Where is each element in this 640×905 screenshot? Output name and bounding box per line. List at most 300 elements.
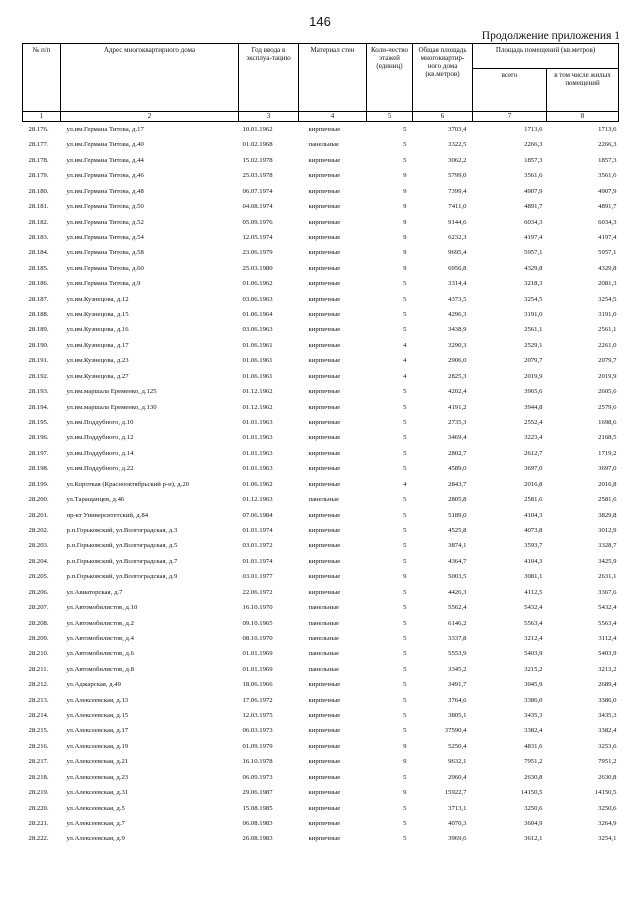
wall-material-cell: кирпичные [308,835,341,843]
table-row [23,646,619,661]
table-row [23,199,619,214]
address-cell: ул.Алексеевская, д.15 [66,712,129,720]
year-cell: 01.12.1963 [242,496,273,504]
year-cell: 01.12.1962 [242,388,273,396]
residential-area-cell: 3367,6 [598,588,617,596]
year-cell: 01.01.1969 [242,665,273,673]
table-row [23,631,619,646]
residential-area-cell: 2581,6 [598,496,617,504]
year-cell: 01.01.1963 [242,465,273,473]
column-number: 8 [547,112,619,122]
column-number: 3 [239,112,299,122]
row-number: 28.211. [28,665,49,673]
total-area-cell: 5553,9 [448,650,467,658]
premises-area-cell: 2019,9 [524,372,543,380]
premises-area-cell: 3045,9 [524,681,543,689]
residential-area-cell: 2016,8 [598,480,617,488]
year-cell: 12.05.1974 [242,233,273,241]
wall-material-cell: кирпичные [308,218,341,226]
row-number: 28.184. [28,249,49,257]
residential-area-cell: 2689,4 [598,681,617,689]
year-cell: 01.06.1962 [242,280,273,288]
apartment-buildings-table [22,43,619,847]
floors-cell: 9 [403,742,407,750]
premises-area-cell: 4073,8 [524,526,543,534]
premises-area-cell: 3191,0 [524,311,543,319]
floors-cell: 5 [403,156,407,164]
address-cell: ул.им.Кузнецова, д.12 [66,295,129,303]
address-cell: ул.им.Германа Титова, д.17 [66,126,144,133]
table-row [23,508,619,523]
row-number: 28.194. [28,403,49,411]
total-area-cell: 2906,0 [448,357,467,365]
address-cell: ул.им.Германа Титова, д.40 [66,141,144,149]
total-area-cell: 15922,7 [444,789,467,797]
address-cell: ул.им.Кузнецова, д.23 [66,357,129,365]
premises-area-cell: 2581,6 [524,496,543,504]
year-cell: 06.08.1983 [242,819,273,827]
residential-area-cell: 5957,1 [598,249,617,257]
residential-area-cell: 3213,2 [598,665,617,673]
wall-material-cell: кирпичные [308,789,341,797]
row-number: 28.193. [28,388,49,396]
floors-cell: 5 [403,588,407,596]
wall-material-cell: панельные [308,604,340,612]
floors-cell: 5 [403,835,407,843]
row-number: 28.200. [28,496,49,504]
header-floors: Коли-чество этажей (единиц) [367,44,413,112]
floors-cell: 4 [403,372,407,380]
year-cell: 01.06.1962 [242,480,273,488]
premises-area-cell: 4112,5 [524,588,543,596]
address-cell: ул.им.Германа Титова, д.44 [66,156,144,164]
floors-cell: 5 [403,727,407,735]
floors-cell: 9 [403,758,407,766]
table-row [23,307,619,322]
row-number: 28.182. [28,218,49,226]
floors-cell: 4 [403,480,407,488]
floors-cell: 5 [403,604,407,612]
premises-area-cell: 3386,0 [524,696,543,704]
year-cell: 01.01.1963 [242,434,273,442]
address-cell: ул.им.Поддубного, д.14 [66,449,134,457]
wall-material-cell: кирпичные [308,280,341,288]
table-row [23,785,619,800]
address-cell: ул.Алексеевская, д.9 [66,835,125,843]
total-area-cell: 2960,4 [448,773,467,781]
row-number: 28.180. [28,187,49,195]
floors-cell: 9 [403,264,407,272]
premises-area-cell: 5563,4 [524,619,543,627]
premises-area-cell: 2266,3 [524,141,543,149]
total-area-cell: 7399,4 [448,187,467,195]
row-number: 28.195. [28,419,49,427]
table-row [23,723,619,738]
address-cell: ул.Таращанцев, д.46 [66,496,125,504]
column-number: 6 [413,112,473,122]
year-cell: 16.10.1970 [242,604,273,612]
wall-material-cell: кирпичные [308,526,341,534]
column-number: 7 [473,112,547,122]
table-row [23,322,619,337]
table-body [23,122,619,847]
row-number: 28.221. [28,819,49,827]
residential-area-cell: 2631,1 [598,573,617,581]
year-cell: 01.06.1961 [242,341,273,349]
address-cell: ул.им.Кузнецова, д.17 [66,341,129,349]
table-row [23,369,619,384]
year-cell: 10.01.1962 [242,126,273,133]
row-number: 28.199. [28,480,49,488]
total-area-cell: 5003,5 [448,573,467,581]
premises-area-cell: 3254,5 [524,295,543,303]
column-number: 4 [299,112,367,122]
row-number: 28.212. [28,681,49,689]
floors-cell: 5 [403,804,407,812]
residential-area-cell: 4907,9 [598,187,617,195]
wall-material-cell: кирпичные [308,203,341,211]
total-area-cell: 4202,4 [448,388,467,396]
residential-area-cell: 3697,0 [598,465,617,473]
floors-cell: 5 [403,634,407,642]
total-area-cell: 3491,7 [448,681,467,689]
floors-cell: 9 [403,573,407,581]
residential-area-cell: 5432,4 [598,604,617,612]
residential-area-cell: 4197,4 [598,233,617,241]
total-area-cell: 3969,6 [448,835,467,843]
floors-cell: 5 [403,465,407,473]
row-number: 28.217. [28,758,49,766]
row-number: 28.191. [28,357,49,365]
table-row [23,122,619,138]
floors-cell: 5 [403,511,407,519]
floors-cell: 9 [403,172,407,180]
address-cell: ул.им.Германа Титова, д.52 [66,218,144,226]
floors-cell: 5 [403,557,407,565]
year-cell: 15.02.1978 [242,156,273,164]
premises-area-cell: 3215,2 [524,665,543,673]
residential-area-cell: 3012,9 [598,526,617,534]
address-cell: р.п.Горьковский, ул.Волгоградская, д.5 [66,542,178,550]
wall-material-cell: кирпичные [308,681,341,689]
floors-cell: 5 [403,311,407,319]
address-cell: ул.Алексеевская, д.21 [66,758,129,766]
floors-cell: 9 [403,187,407,195]
year-cell: 01.06.1964 [242,311,273,319]
address-cell: р.п.Горьковский, ул.Волгоградская, д.7 [66,557,178,565]
total-area-cell: 4373,5 [448,295,467,303]
floors-cell: 5 [403,126,407,133]
total-area-cell: 5799,0 [448,172,467,180]
floors-cell: 5 [403,449,407,457]
total-area-cell: 3314,4 [448,280,467,288]
premises-area-cell: 3212,4 [524,634,543,642]
residential-area-cell: 4891,7 [598,203,617,211]
residential-area-cell: 3254,5 [598,295,617,303]
year-cell: 08.10.1970 [242,634,273,642]
table-row [23,816,619,831]
floors-cell: 5 [403,681,407,689]
premises-area-cell: 4197,4 [524,233,543,241]
year-cell: 06.03.1973 [242,727,273,735]
row-number: 28.204. [28,557,49,565]
floors-cell: 5 [403,650,407,658]
address-cell: пр-кт Университетский, д.84 [66,511,149,519]
address-cell: ул.им.Кузнецова, д.16 [66,326,129,334]
floors-cell: 5 [403,434,407,442]
table-row [23,168,619,183]
wall-material-cell: кирпичные [308,557,341,565]
residential-area-cell: 2561,1 [598,326,617,334]
row-number: 28.205. [28,573,49,581]
year-cell: 01.01.1974 [242,557,273,565]
residential-area-cell: 2605,6 [598,388,617,396]
address-cell: р.п.Горьковский, ул.Волгоградская, д.3 [66,526,178,534]
total-area-cell: 4070,3 [448,819,467,827]
premises-area-cell: 1713,6 [524,126,543,133]
floors-cell: 5 [403,280,407,288]
table-row [23,693,619,708]
wall-material-cell: кирпичные [308,403,341,411]
wall-material-cell: кирпичные [308,295,341,303]
wall-material-cell: кирпичные [308,311,341,319]
address-cell: ул.им.Германа Титова, д.48 [66,187,144,195]
year-cell: 17.06.1972 [242,696,273,704]
residential-area-cell: 5563,4 [598,619,617,627]
floors-cell: 5 [403,712,407,720]
table-row [23,137,619,152]
year-cell: 01.01.1963 [242,449,273,457]
row-number: 28.207. [28,604,49,612]
row-number: 28.210. [28,650,49,658]
year-cell: 03.06.1963 [242,326,273,334]
address-cell: ул.им.Германа Титова, д.9 [66,280,141,288]
table-row [23,461,619,476]
floors-cell: 9 [403,789,407,797]
premises-area-cell: 1857,3 [524,156,543,164]
header-premises-area: Площадь помещений (кв.метров) [473,44,619,69]
row-number: 28.216. [28,742,49,750]
wall-material-cell: кирпичные [308,156,341,164]
year-cell: 01.06.1961 [242,357,273,365]
address-cell: ул.Автомобилистов, д.6 [66,650,134,658]
table-row [23,492,619,507]
column-number: 5 [367,112,413,122]
continuation-note: Продолжение приложения 1 [481,30,620,42]
table-row [23,616,619,631]
year-cell: 16.10.1978 [242,758,273,766]
wall-material-cell: кирпичные [308,341,341,349]
row-number: 28.196. [28,434,49,442]
residential-area-cell: 2019,9 [598,372,617,380]
residential-area-cell: 2081,3 [598,280,617,288]
floors-cell: 5 [403,326,407,334]
table-row [23,554,619,569]
row-number: 28.192. [28,372,49,380]
header-num: № п/п [23,44,61,112]
address-cell: ул.Алексеевская, д.5 [66,804,125,812]
table-row [23,430,619,445]
floors-cell: 5 [403,141,407,149]
table-row [23,801,619,816]
wall-material-cell: кирпичные [308,742,341,750]
residential-area-cell: 2261,0 [598,341,617,349]
premises-area-cell: 3561,6 [524,172,543,180]
address-cell: ул.им.Германа Титова, д.50 [66,203,144,211]
row-number: 28.219. [28,789,49,797]
year-cell: 22.06.1972 [242,588,273,596]
wall-material-cell: кирпичные [308,357,341,365]
header-all: всего [473,69,547,112]
floors-cell: 5 [403,496,407,504]
table-row [23,415,619,430]
total-area-cell: 2843,7 [448,480,467,488]
total-area-cell: 3469,4 [448,434,467,442]
table-row [23,662,619,677]
premises-area-cell: 2561,1 [524,326,543,334]
table-row [23,292,619,307]
floors-cell: 9 [403,203,407,211]
year-cell: 01.12.1962 [242,403,273,411]
address-cell: ул.им.Германа Титова, д.46 [66,172,144,180]
address-cell: ул.им.Поддубного, д.22 [66,465,134,473]
premises-area-cell: 3435,3 [524,712,543,720]
year-cell: 07.06.1984 [242,511,273,519]
wall-material-cell: кирпичные [308,727,341,735]
row-number: 28.214. [28,712,49,720]
floors-cell: 9 [403,218,407,226]
floors-cell: 5 [403,696,407,704]
floors-cell: 5 [403,403,407,411]
table-row [23,538,619,553]
address-cell: ул.им.Поддубного, д.12 [66,434,134,442]
residential-area-cell: 3425,9 [598,557,617,565]
address-cell: ул.им.Германа Титова, д.54 [66,233,144,241]
residential-area-cell: 3191,0 [598,311,617,319]
address-cell: р.п.Горьковский, ул.Волгоградская, д.9 [66,573,178,581]
premises-area-cell: 7951,2 [524,758,543,766]
row-number: 28.208. [28,619,49,627]
premises-area-cell: 3382,4 [524,727,543,735]
row-number: 28.220. [28,804,49,812]
premises-area-cell: 3944,8 [524,403,543,411]
floors-cell: 5 [403,295,407,303]
premises-area-cell: 6034,3 [524,218,543,226]
year-cell: 01.01.1974 [242,526,273,534]
header-address: Адрес многоквартирного дома [61,44,239,112]
residential-area-cell: 1698,6 [598,419,617,427]
total-area-cell: 3805,1 [448,712,467,720]
total-area-cell: 3713,1 [448,804,467,812]
total-area-cell: 9632,1 [448,758,467,766]
residential-area-cell: 2579,6 [598,403,617,411]
table-row [23,754,619,769]
wall-material-cell: кирпичные [308,249,341,257]
residential-area-cell: 3254,1 [598,835,617,843]
header-walls: Материал стен [299,44,367,112]
total-area-cell: 5189,0 [448,511,467,519]
row-number: 28.176. [28,126,49,133]
row-number: 28.185. [28,264,49,272]
wall-material-cell: панельные [308,650,340,658]
premises-area-cell: 3965,6 [524,388,543,396]
residential-area-cell: 3829,8 [598,511,617,519]
total-area-cell: 4589,0 [448,465,467,473]
address-cell: ул.им.Кузнецова, д.15 [66,311,129,319]
residential-area-cell: 2266,3 [598,141,617,149]
header-year: Год ввода в эксплуа-тацию [239,44,299,112]
premises-area-cell: 4104,3 [524,511,543,519]
wall-material-cell: кирпичные [308,819,341,827]
table-row [23,708,619,723]
row-number: 28.203. [28,542,49,550]
header-residential: в том числе жилых помещений [547,69,619,112]
year-cell: 29.06.1987 [242,789,273,797]
premises-area-cell: 2630,8 [524,773,543,781]
total-area-cell: 37590,4 [444,727,467,735]
total-area-cell: 3703,4 [448,126,467,133]
floors-cell: 5 [403,819,407,827]
table-row [23,230,619,245]
address-cell: ул.Автомобилистов, д.2 [66,619,134,627]
table-row [23,739,619,754]
row-number: 28.177. [28,141,49,149]
premises-area-cell: 2612,7 [524,449,543,457]
premises-area-cell: 5432,4 [524,604,543,612]
floors-cell: 9 [403,233,407,241]
row-number: 28.213. [28,696,49,704]
premises-area-cell: 3593,7 [524,542,543,550]
total-area-cell: 3322,5 [448,141,467,149]
residential-area-cell: 3253,6 [598,742,617,750]
wall-material-cell: кирпичные [308,758,341,766]
premises-area-cell: 4831,6 [524,742,543,750]
address-cell: ул.Автомобилистов, д.10 [66,604,138,612]
residential-area-cell: 3386,0 [598,696,617,704]
address-cell: ул.Короткая (Красноoктябрьский р-н), д.20 [66,480,190,488]
residential-area-cell: 14150,5 [594,789,617,797]
total-area-cell: 4525,8 [448,526,467,534]
wall-material-cell: кирпичные [308,542,341,550]
address-cell: ул.Автомобилистов, д.8 [66,665,134,673]
floors-cell: 9 [403,249,407,257]
table-row [23,215,619,230]
column-number-row [23,112,619,122]
year-cell: 26.08.1983 [242,835,273,843]
total-area-cell: 4191,2 [448,403,467,411]
address-cell: ул.им.маршала Еременко, д.130 [66,403,157,411]
table-row [23,184,619,199]
address-cell: ул.Алексеевская, д.13 [66,696,129,704]
premises-area-cell: 3612,1 [524,835,543,843]
table-row [23,600,619,615]
table-row [23,446,619,461]
total-area-cell: 3874,1 [448,542,467,550]
row-number: 28.179. [28,172,49,180]
total-area-cell: 3345,2 [448,665,467,673]
column-number: 2 [61,112,239,122]
wall-material-cell: кирпичные [308,233,341,241]
year-cell: 06.07.1974 [242,187,273,195]
table-row [23,353,619,368]
residential-area-cell: 2168,5 [598,434,617,442]
year-cell: 15.08.1985 [242,804,273,812]
table-row [23,831,619,846]
floors-cell: 5 [403,542,407,550]
wall-material-cell: кирпичные [308,712,341,720]
page-number: 146 [309,14,331,29]
year-cell: 01.02.1968 [242,141,273,149]
